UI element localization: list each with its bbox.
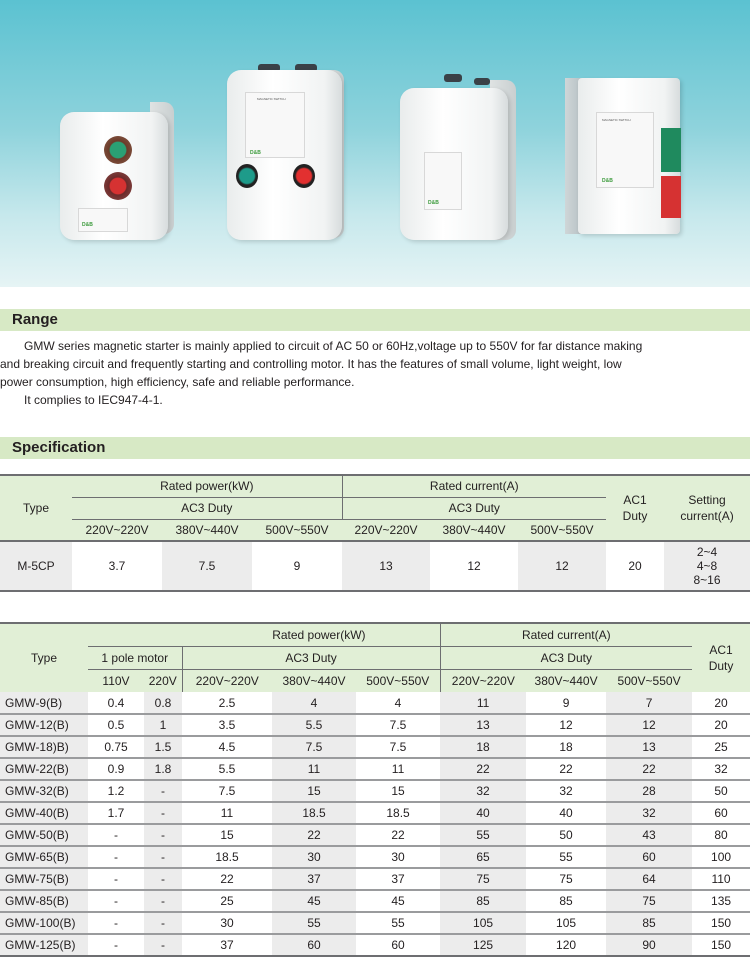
table-row	[0, 736, 750, 758]
value-cell: 0.8	[144, 692, 182, 714]
value-cell: 12	[518, 541, 606, 591]
value-cell: 40	[526, 802, 606, 824]
value-cell: 65	[440, 846, 526, 868]
specification-title: Specification	[12, 439, 106, 456]
setting-range: 2~4	[696, 545, 718, 559]
value-cell: 85	[440, 890, 526, 912]
value-cell: 2.5	[182, 692, 272, 714]
value-cell: 7.5	[182, 780, 272, 802]
value-cell: 22	[272, 824, 356, 846]
value-cell: 20	[692, 692, 750, 714]
value-cell: 15	[182, 824, 272, 846]
start-button-icon	[236, 164, 258, 188]
range-text-line-2: and breaking circuit and frequently starting and controlling motor. It has the features of small volume, light weight, low	[0, 357, 622, 371]
setting-range: 8~16	[693, 573, 721, 587]
value-cell: 7.5	[356, 736, 440, 758]
value-cell: 120	[556, 938, 577, 952]
value-cell: 3.7	[108, 559, 126, 573]
brand-label: D&B	[82, 222, 93, 228]
value-cell: 50	[526, 824, 606, 846]
value-cell: -	[114, 938, 118, 952]
setting-range: 4~8	[696, 559, 718, 573]
value-cell: 5.5	[272, 714, 356, 736]
type-cell: GMW-75(B)	[0, 868, 88, 890]
table-row	[0, 541, 750, 591]
type-cell: GMW-100(B)	[0, 912, 88, 934]
stop-button-icon	[661, 176, 681, 218]
range-section-header	[0, 309, 750, 331]
label-title: MAGNETIC SWITCH	[257, 97, 286, 101]
gmw-spec-table	[0, 622, 750, 957]
table-row	[0, 692, 750, 714]
value-cell: 55	[440, 824, 526, 846]
value-cell: -	[144, 890, 182, 912]
value-cell: 11	[356, 758, 440, 780]
type-cell: GMW-22(B)	[0, 758, 88, 780]
setting-current-cell	[664, 541, 750, 591]
type-cell: M-5CP	[0, 541, 72, 591]
type-cell: GMW-50(B)	[0, 824, 88, 846]
value-cell: 13	[342, 541, 430, 591]
value-cell: 125	[440, 934, 526, 956]
type-header: Type	[0, 475, 72, 541]
value-cell: 105	[440, 912, 526, 934]
m5cp-spec-table	[0, 474, 750, 592]
value-cell: 18.5	[272, 802, 356, 824]
specification-section-header	[0, 437, 750, 459]
voltage-header: 500V~550V	[617, 673, 681, 688]
voltage-header: 380V~440V	[282, 673, 346, 688]
value-cell: 75	[526, 868, 606, 890]
value-cell: 50	[692, 780, 750, 802]
value-cell: 25	[692, 736, 750, 758]
value-cell: 3.5	[182, 714, 272, 736]
brand-label: D&B	[250, 150, 261, 156]
type-cell: GMW-40(B)	[0, 802, 88, 824]
type-cell: GMW-12(B)	[0, 714, 88, 736]
ac3-duty-power-header: AC3 Duty	[182, 646, 440, 669]
range-title: Range	[12, 311, 58, 328]
value-cell: -	[144, 934, 182, 956]
value-cell: 32	[606, 802, 692, 824]
ac1-duty-header: AC1 Duty	[708, 643, 734, 673]
value-cell: 0.75	[88, 736, 144, 758]
value-cell: 150	[711, 938, 732, 952]
product-photo	[0, 0, 750, 287]
start-button-icon	[104, 136, 132, 164]
value-cell: 9	[293, 559, 301, 573]
table-row	[0, 714, 750, 736]
rated-current-header: Rated current(A)	[342, 475, 606, 497]
value-cell: 0.4	[88, 692, 144, 714]
value-cell: 150	[692, 912, 750, 934]
value-cell: 22	[182, 868, 272, 890]
type-cell: GMW-18)B)	[0, 736, 88, 758]
value-cell: 60	[606, 846, 692, 868]
value-cell: 100	[692, 846, 750, 868]
value-cell: 60	[692, 802, 750, 824]
type-cell: GMW-65(B)	[0, 846, 88, 868]
value-cell: 37	[220, 938, 234, 952]
value-cell: 7	[606, 692, 692, 714]
table-row	[0, 846, 750, 868]
range-text-line-4: It complies to IEC947-4-1.	[24, 393, 163, 407]
value-cell: 1.8	[144, 758, 182, 780]
value-cell: 22	[526, 758, 606, 780]
value-cell: 12	[467, 559, 481, 573]
start-button-icon	[661, 128, 681, 172]
voltage-header: 380V~440V	[430, 519, 518, 541]
value-cell: 11	[182, 802, 272, 824]
voltage-header: 500V~550V	[356, 669, 440, 692]
value-cell: -	[144, 868, 182, 890]
table-row	[0, 758, 750, 780]
value-cell: 85	[526, 890, 606, 912]
value-cell: 55	[356, 912, 440, 934]
value-cell: 18	[440, 736, 526, 758]
table-row	[0, 824, 750, 846]
voltage-header: 220V~220V	[195, 673, 259, 688]
value-cell: 9	[526, 692, 606, 714]
value-cell: 105	[526, 912, 606, 934]
value-cell: 11	[440, 692, 526, 714]
table-row	[0, 934, 750, 956]
type-cell: GMW-125(B)	[0, 934, 88, 956]
value-cell: 40	[440, 802, 526, 824]
value-cell: 43	[606, 824, 692, 846]
label-title: MAGNETIC SWITCH	[602, 118, 631, 122]
pole-motor-header: 1 pole motor	[88, 646, 182, 669]
ac3-duty-power-header: AC3 Duty	[72, 497, 342, 519]
value-cell: 0.9	[88, 758, 144, 780]
value-cell: 18.5	[356, 802, 440, 824]
ac3-duty-current-header: AC3 Duty	[440, 646, 692, 669]
setting-current-header: Setting current(A)	[664, 475, 750, 541]
rated-current-header: Rated current(A)	[440, 623, 692, 646]
rated-power-header: Rated power(kW)	[72, 475, 342, 497]
value-cell: 75	[606, 890, 692, 912]
value-cell: 90	[606, 934, 692, 956]
voltage-header: 110V	[102, 673, 130, 688]
value-cell: 1	[144, 714, 182, 736]
value-cell: 15	[272, 780, 356, 802]
value-cell: 85	[606, 912, 692, 934]
value-cell: 64	[606, 868, 692, 890]
brand-label: D&B	[602, 178, 613, 184]
table-row	[0, 780, 750, 802]
value-cell: 30	[272, 846, 356, 868]
value-cell: 45	[272, 890, 356, 912]
type-cell: GMW-32(B)	[0, 780, 88, 802]
value-cell: 18.5	[182, 846, 272, 868]
voltage-header: 500V~550V	[518, 519, 606, 541]
value-cell: 60	[272, 934, 356, 956]
value-cell: -	[88, 912, 144, 934]
brand-label: D&B	[428, 200, 439, 206]
voltage-header: 220V~220V	[451, 673, 515, 688]
voltage-header: 220V~220V	[72, 519, 162, 541]
value-cell: 5.5	[182, 758, 272, 780]
voltage-header: 380V~440V	[534, 673, 598, 688]
value-cell: 32	[526, 780, 606, 802]
rated-power-header: Rated power(kW)	[88, 623, 440, 646]
value-cell: 15	[356, 780, 440, 802]
value-cell: 1.5	[144, 736, 182, 758]
type-cell: GMW-9(B)	[0, 692, 88, 714]
stop-button-icon	[104, 172, 132, 200]
value-cell: 4.5	[182, 736, 272, 758]
value-cell: 7.5	[162, 541, 252, 591]
value-cell: 13	[606, 736, 692, 758]
value-cell: 0.5	[88, 714, 144, 736]
value-cell: 25	[182, 890, 272, 912]
value-cell: 55	[272, 912, 356, 934]
value-cell: -	[144, 846, 182, 868]
value-cell: 12	[526, 714, 606, 736]
value-cell: 28	[606, 780, 692, 802]
value-cell: 32	[440, 780, 526, 802]
type-header: Type	[30, 651, 57, 665]
value-cell: -	[144, 824, 182, 846]
value-cell: 11	[272, 758, 356, 780]
value-cell: -	[88, 846, 144, 868]
type-cell: GMW-85(B)	[0, 890, 88, 912]
voltage-header: 380V~440V	[162, 519, 252, 541]
table-row	[0, 890, 750, 912]
value-cell: 18	[526, 736, 606, 758]
value-cell: 1.7	[88, 802, 144, 824]
value-cell: 7.5	[272, 736, 356, 758]
value-cell: 22	[606, 758, 692, 780]
value-cell: 37	[272, 868, 356, 890]
table-row	[0, 802, 750, 824]
value-cell: 80	[692, 824, 750, 846]
value-cell: -	[88, 824, 144, 846]
value-cell: 4	[356, 692, 440, 714]
value-cell: 75	[440, 868, 526, 890]
value-cell: 60	[391, 938, 405, 952]
value-cell: 12	[606, 714, 692, 736]
value-cell: -	[88, 890, 144, 912]
value-cell: 135	[692, 890, 750, 912]
table-row	[0, 912, 750, 934]
range-text-line-3: power consumption, high efficiency, safe and reliable performance.	[0, 375, 355, 389]
value-cell: 20	[692, 714, 750, 736]
value-cell: -	[144, 780, 182, 802]
value-cell: 1.2	[88, 780, 144, 802]
value-cell: 32	[692, 758, 750, 780]
stop-button-icon	[293, 164, 315, 188]
value-cell: 110	[692, 868, 750, 890]
table-row	[0, 868, 750, 890]
voltage-header: 500V~550V	[252, 519, 342, 541]
value-cell: 7.5	[356, 714, 440, 736]
value-cell: -	[144, 802, 182, 824]
value-cell: 22	[440, 758, 526, 780]
value-cell: 30	[182, 912, 272, 934]
value-cell: -	[88, 868, 144, 890]
value-cell: 30	[356, 846, 440, 868]
value-cell: 4	[272, 692, 356, 714]
value-cell: 20	[628, 559, 642, 573]
range-text-line-1: GMW series magnetic starter is mainly applied to circuit of AC 50 or 60Hz,voltage up to 550V for far distance making	[24, 339, 643, 353]
value-cell: 13	[440, 714, 526, 736]
value-cell: -	[144, 912, 182, 934]
ac1-duty-header: AC1 Duty	[606, 475, 664, 541]
value-cell: 45	[356, 890, 440, 912]
value-cell: 37	[356, 868, 440, 890]
voltage-header: 220V~220V	[342, 519, 430, 541]
value-cell: 22	[356, 824, 440, 846]
voltage-header: 220V	[144, 669, 182, 692]
ac3-duty-current-header: AC3 Duty	[342, 497, 606, 519]
value-cell: 55	[526, 846, 606, 868]
